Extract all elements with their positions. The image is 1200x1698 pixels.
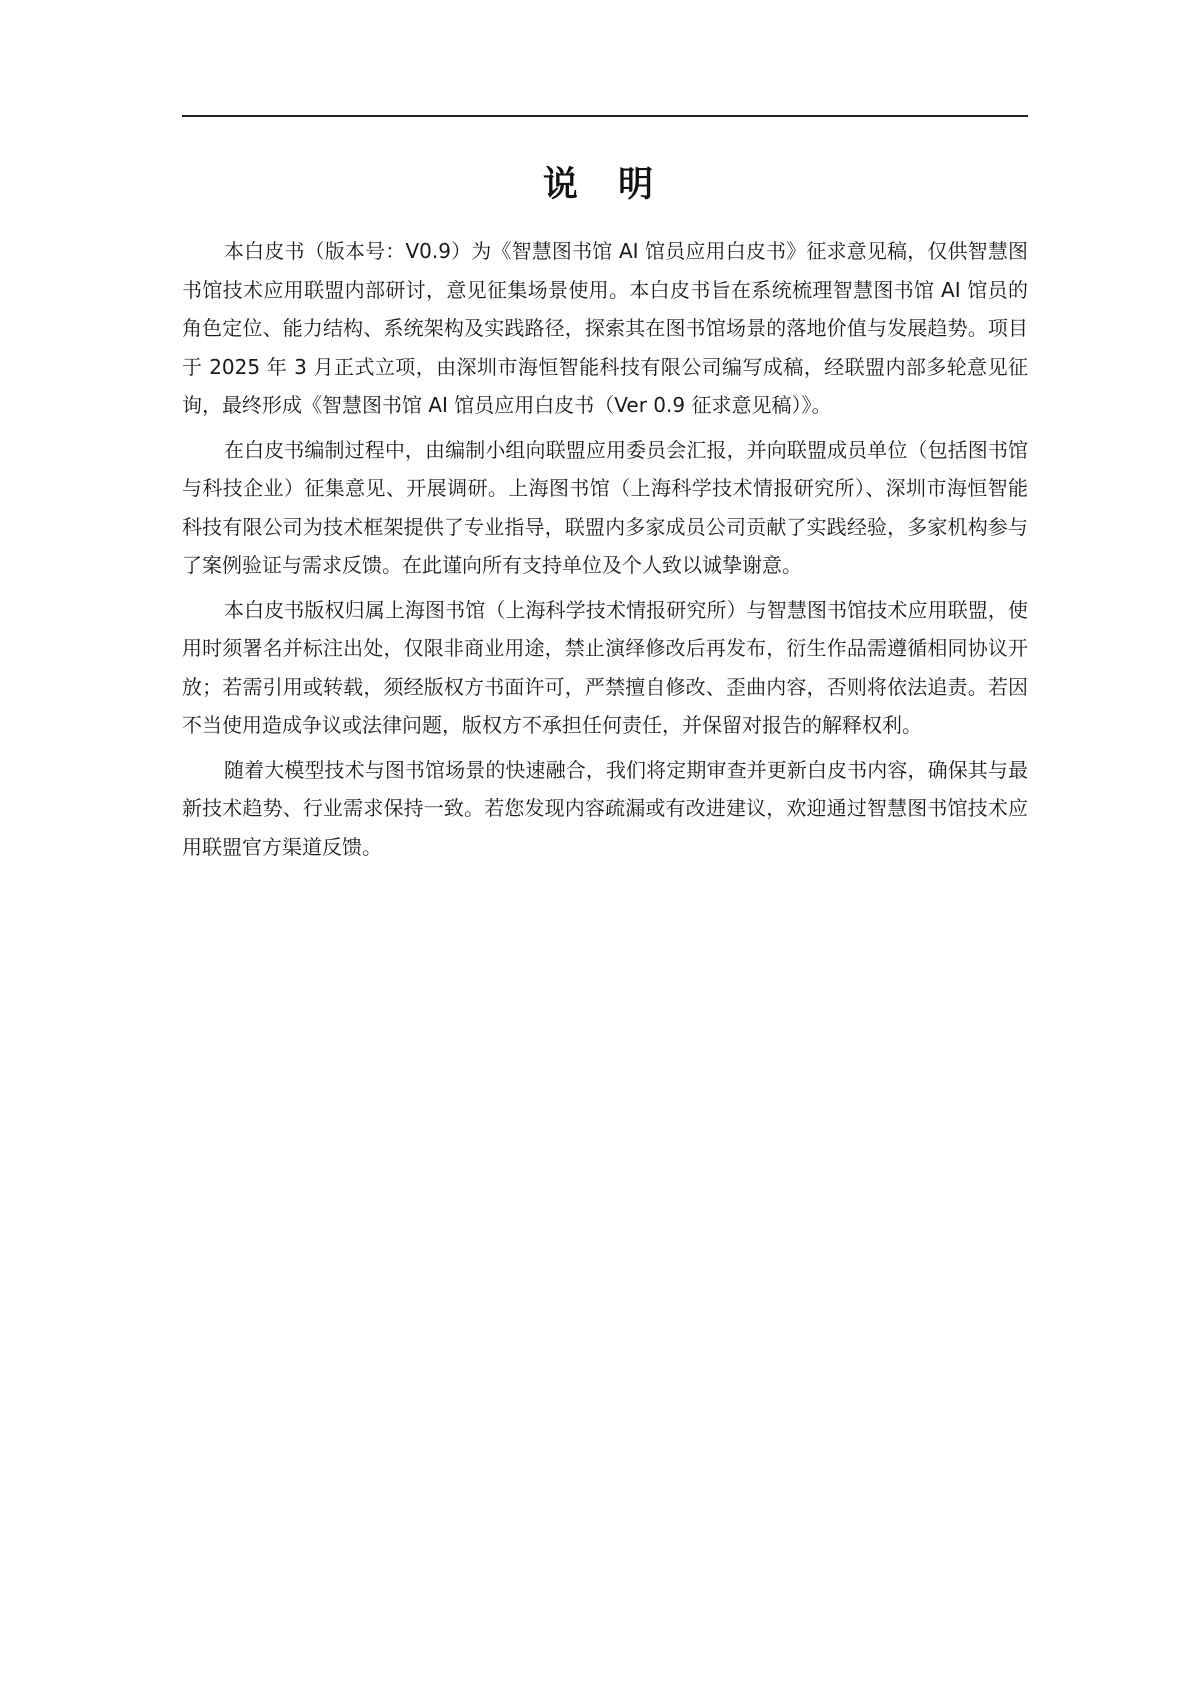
paragraph-version-statement: 本白皮书（版本号：V0.9）为《智慧图书馆 AI 馆员应用白皮书》征求意见稿，仅供智慧图书馆技术应用联盟内部研讨，意见征集场景使用。本白皮书旨在系统梳理智慧图书馆 AI 馆员的角色定位、能力结构、系统架构及实践路径，探索其在图书馆场景的落地价值与发展趋势。项目于 2025 年 3 月正式立项，由深圳市海恒智能科技有限公司编写成稿，经联盟内部多轮意见征询，最终形成《智慧图书馆 AI 馆员应用白皮书（Ver 0.9 征求意见稿）》。 <box>182 239 1028 417</box>
page-title: 说 明 <box>542 165 668 205</box>
document-body <box>182 232 1028 872</box>
paragraph-updates-feedback: 随着大模型技术与图书馆场景的快速融合，我们将定期审查并更新白皮书内容，确保其与最新技术趋势、行业需求保持一致。若您发现内容疏漏或有改进建议，欢迎通过智慧图书馆技术应用联盟官方渠道反馈。 <box>182 757 1028 859</box>
paragraph-copyright: 本白皮书版权归属上海图书馆（上海科学技术情报研究所）与智慧图书馆技术应用联盟，使用时须署名并标注出处，仅限非商业用途，禁止演绎修改后再发布，衍生作品需遵循相同协议开放；若需引用或转载，须经版权方书面许可，严禁擅自修改、歪曲内容，否则将依法追责。若因不当使用造成争议或法律问题，版权方不承担任何责任，并保留对报告的解释权利。 <box>182 597 1028 737</box>
header-rule <box>182 115 1028 117</box>
paragraph-acknowledgements: 在白皮书编制过程中，由编制小组向联盟应用委员会汇报，并向联盟成员单位（包括图书馆与科技企业）征集意见、开展调研。上海图书馆（上海科学技术情报研究所）、深圳市海恒智能科技有限公司为技术框架提供了专业指导，联盟内多家成员公司贡献了实践经验，多家机构参与了案例验证与需求反馈。在此谨向所有支持单位及个人致以诚挚谢意。 <box>182 437 1028 577</box>
